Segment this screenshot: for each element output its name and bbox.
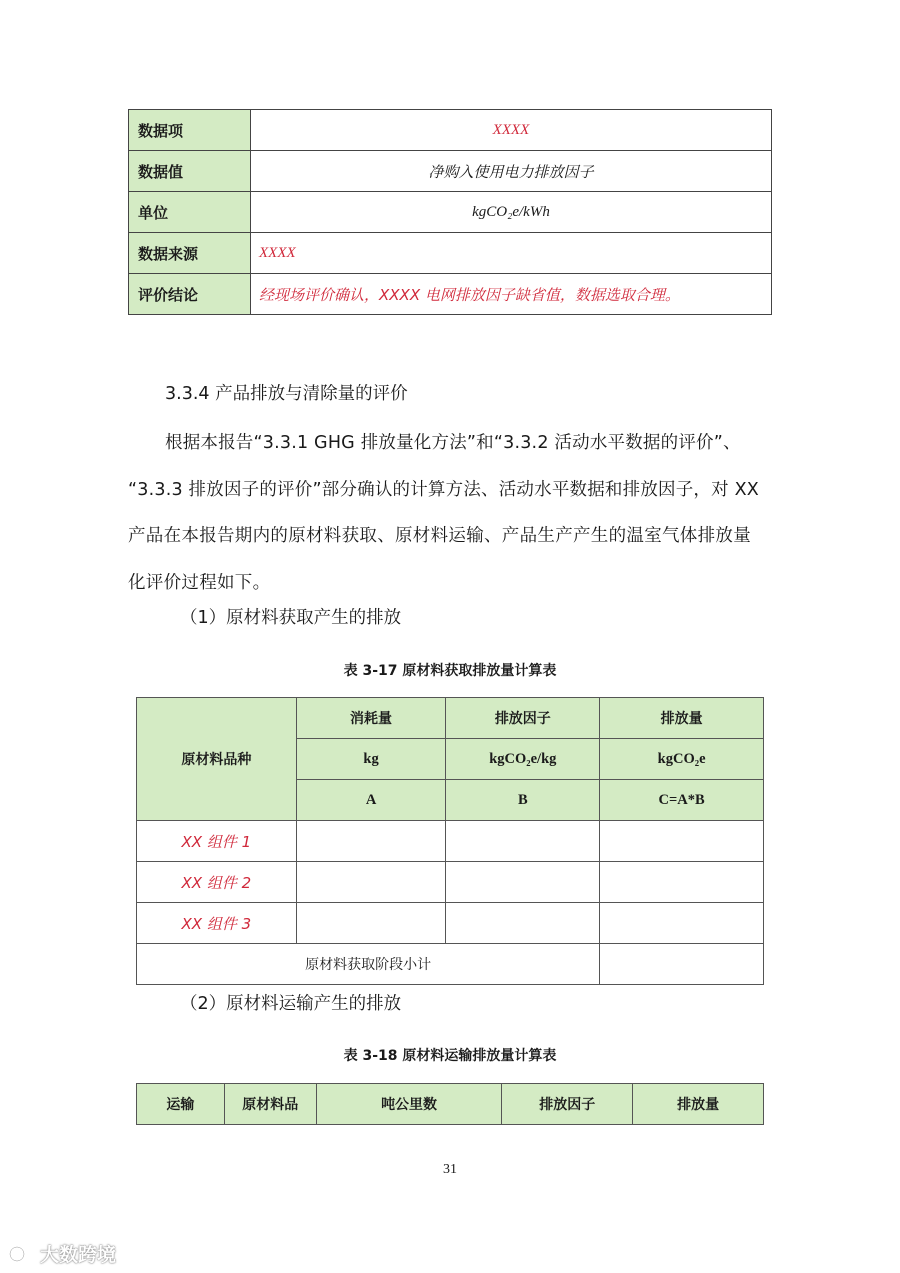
table-row	[129, 110, 772, 151]
paragraph-line: 化评价过程如下。	[128, 573, 271, 593]
material-name: XX 组件 2	[137, 862, 297, 903]
table-row	[137, 944, 764, 985]
row-value: 净购入使用电力排放因子	[251, 151, 772, 192]
section-heading: 3.3.4 产品排放与清除量的评价	[165, 384, 408, 404]
table-row	[137, 1084, 764, 1125]
unit-cell: kg	[296, 739, 446, 780]
watermark	[8, 1240, 116, 1267]
watermark-logo-icon	[8, 1243, 34, 1265]
table-row	[137, 862, 764, 903]
empty-cell	[600, 862, 764, 903]
row-label: 数据项	[129, 110, 251, 151]
empty-cell	[446, 862, 600, 903]
material-name: XX 组件 3	[137, 903, 297, 944]
table-row	[129, 192, 772, 233]
raw-material-emission-table	[136, 697, 764, 985]
symbol-cell: A	[296, 780, 446, 821]
row-value: 经现场评价确认，XXXX 电网排放因子缺省值，数据选取合理。	[251, 274, 772, 315]
unit-cell: kgCO₂e/kg	[446, 739, 600, 780]
paragraph-line: 根据本报告“3.3.1 GHG 排放量化方法”和“3.3.2 活动水平数据的评价”、	[165, 433, 741, 453]
subtotal-label: 原材料获取阶段小计	[137, 944, 600, 985]
table-row	[129, 274, 772, 315]
table-row	[129, 233, 772, 274]
empty-cell	[600, 903, 764, 944]
table-caption: 表 3-17 原材料获取排放量计算表	[343, 663, 557, 679]
data-quality-table	[128, 109, 772, 315]
symbol-cell: B	[446, 780, 600, 821]
empty-cell	[446, 821, 600, 862]
column-header: 运输	[137, 1084, 225, 1125]
row-value: XXXX	[251, 233, 772, 274]
column-header: 排放因子	[502, 1084, 633, 1125]
row-label: 评价结论	[129, 274, 251, 315]
subsection-title: （1）原材料获取产生的排放	[180, 608, 402, 628]
column-header: 原材料品	[224, 1084, 316, 1125]
table-row	[137, 821, 764, 862]
paragraph-line: 产品在本报告期内的原材料获取、原材料运输、产品生产产生的温室气体排放量	[128, 526, 751, 546]
unit-cell: kgCO₂e	[600, 739, 764, 780]
row-value: XXXX	[251, 110, 772, 151]
page-number: 31	[443, 1162, 457, 1177]
row-label: 数据来源	[129, 233, 251, 274]
empty-cell	[296, 903, 446, 944]
table-row	[137, 903, 764, 944]
row-label: 单位	[129, 192, 251, 233]
watermark-text: 大数跨境	[40, 1244, 117, 1266]
empty-cell	[600, 821, 764, 862]
transport-emission-table	[136, 1083, 764, 1125]
column-header: 排放量	[600, 698, 764, 739]
column-header: 消耗量	[296, 698, 446, 739]
symbol-cell: C=A*B	[600, 780, 764, 821]
material-name: XX 组件 1	[137, 821, 297, 862]
empty-cell	[600, 944, 764, 985]
column-header: 原材料品种	[137, 698, 297, 821]
empty-cell	[446, 903, 600, 944]
column-header: 吨公里数	[316, 1084, 502, 1125]
row-value: kgCO₂e/kWh	[251, 192, 772, 233]
row-label: 数据值	[129, 151, 251, 192]
table-row	[137, 698, 764, 739]
column-header: 排放因子	[446, 698, 600, 739]
column-header: 排放量	[633, 1084, 764, 1125]
paragraph-line: “3.3.3 排放因子的评价”部分确认的计算方法、活动水平数据和排放因子，对 XX	[128, 480, 759, 500]
empty-cell	[296, 821, 446, 862]
subsection-title: （2）原材料运输产生的排放	[180, 994, 402, 1014]
table-row	[129, 151, 772, 192]
table-caption: 表 3-18 原材料运输排放量计算表	[343, 1048, 557, 1064]
empty-cell	[296, 862, 446, 903]
